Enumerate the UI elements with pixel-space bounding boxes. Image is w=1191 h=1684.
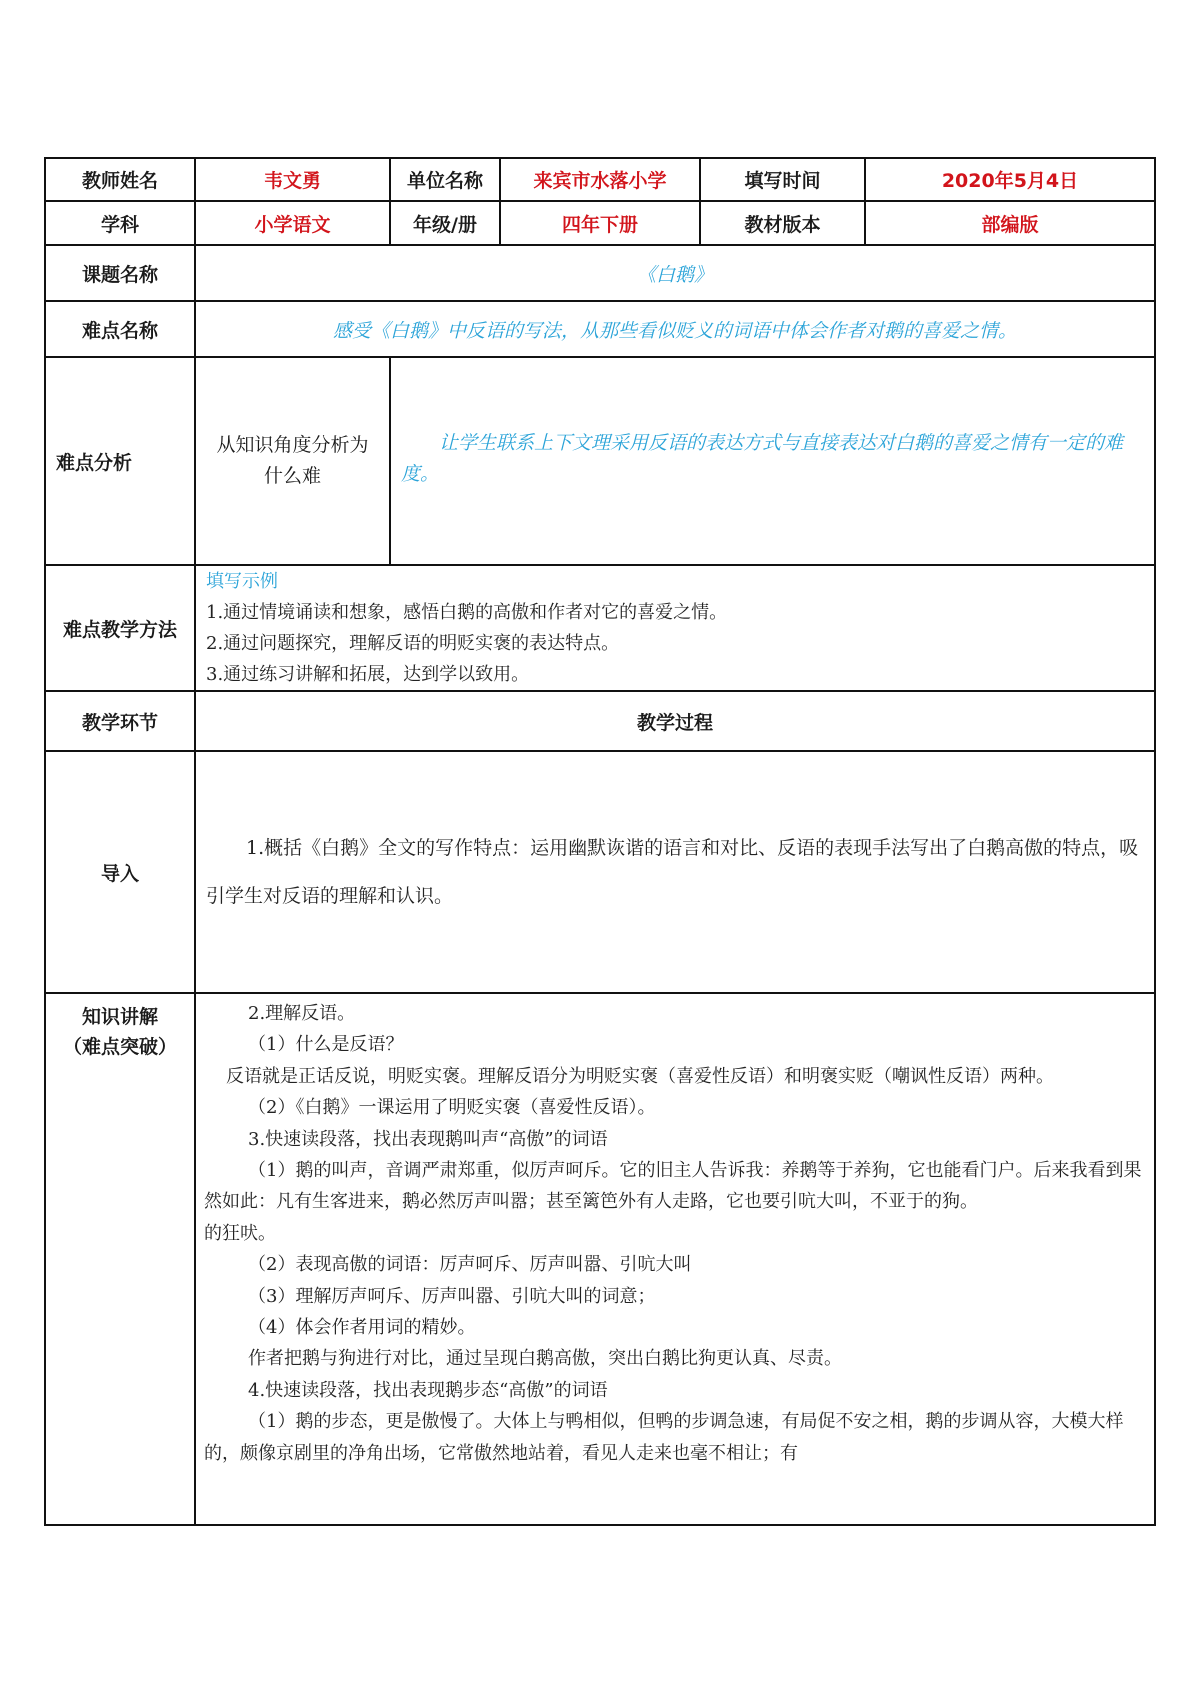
method-label: 难点教学方法 bbox=[45, 565, 195, 691]
method-content bbox=[195, 565, 1155, 691]
teacher-value: 韦文勇 bbox=[195, 158, 390, 201]
knowledge-line: （2）《白鹅》一课运用了明贬实褒（喜爱性反语）。 bbox=[248, 1097, 656, 1119]
knowledge-line: 作者把鹅与狗进行对比，通过呈现白鹅高傲，突出白鹅比狗更认真、尽责。 bbox=[248, 1348, 842, 1370]
knowledge-line: （1）什么是反语？ bbox=[248, 1034, 404, 1056]
knowledge-line: 3.快速读段落，找出表现鹅叫声“高傲”的词语 bbox=[248, 1128, 608, 1150]
difficulty-row bbox=[45, 301, 1155, 357]
knowledge-line: 4.快速读段落，找出表现鹅步态“高傲”的词语 bbox=[248, 1379, 608, 1401]
knowledge-line: （1）鹅的步态，更是傲慢了。大体上与鸭相似，但鸭的步调急速，有局促不安之相，鹅的步调从容，大模大样的，颇像京剧里的净角出场，它常傲然地站着，看见人走来也毫不相让；有 bbox=[204, 1411, 1124, 1464]
subject-value: 小学语文 bbox=[195, 201, 390, 245]
method-line: 1.通过情境诵读和想象，感悟白鹅的高傲和作者对它的喜爱之情。 bbox=[206, 602, 728, 623]
info-row-1 bbox=[45, 158, 1155, 201]
intro-label: 导入 bbox=[45, 751, 195, 993]
knowledge-line: 反语就是正话反说，明贬实褒。理解反语分为明贬实褒（喜爱性反语）和明褒实贬（嘲讽性反语）两种。 bbox=[226, 1065, 1054, 1087]
unit-value: 来宾市水落小学 bbox=[500, 158, 700, 201]
analysis-sub-label: 从知识角度分析为什么难 bbox=[195, 357, 390, 565]
knowledge-row bbox=[45, 993, 1155, 1525]
analysis-label: 难点分析 bbox=[45, 357, 195, 565]
difficulty-value: 感受《白鹅》中反语的写法，从那些看似贬义的词语中体会作者对鹅的喜爱之情。 bbox=[195, 301, 1155, 357]
knowledge-line: 2.理解反语。 bbox=[248, 1003, 356, 1024]
method-example: 填写示例 bbox=[206, 571, 278, 592]
teacher-label: 教师姓名 bbox=[45, 158, 195, 201]
knowledge-label: 知识讲解 bbox=[81, 1006, 158, 1028]
topic-value: 《白鹅》 bbox=[195, 245, 1155, 301]
edition-value: 部编版 bbox=[865, 201, 1155, 245]
knowledge-line: 的狂吠。 bbox=[204, 1222, 276, 1244]
analysis-value: 让学生联系上下文理采用反语的表达方式与直接表达对白鹅的喜爱之情有一定的难度。 bbox=[390, 357, 1155, 565]
grade-label: 年级/册 bbox=[390, 201, 500, 245]
knowledge-line: （4）体会作者用词的精妙。 bbox=[248, 1317, 476, 1339]
date-label: 填写时间 bbox=[700, 158, 865, 201]
date-value: 2020年5月4日 bbox=[865, 158, 1155, 201]
lesson-plan-sheet bbox=[44, 157, 1154, 1526]
topic-row bbox=[45, 245, 1155, 301]
difficulty-label: 难点名称 bbox=[45, 301, 195, 357]
intro-text: 1.概括《白鹅》全文的写作特点：运用幽默诙谐的语言和对比、反语的表现手法写出了白鹅高傲的特点，吸引学生对反语的理解和认识。 bbox=[195, 751, 1155, 993]
analysis-row bbox=[45, 357, 1155, 565]
knowledge-line: （3）理解厉声呵斥、厉声叫嚣、引吭大叫的词意； bbox=[248, 1285, 656, 1307]
info-row-2 bbox=[45, 201, 1155, 245]
method-line: 3.通过练习讲解和拓展，达到学以致用。 bbox=[206, 664, 530, 685]
knowledge-sub-label: （难点突破） bbox=[62, 1036, 177, 1058]
intro-row bbox=[45, 751, 1155, 993]
unit-label: 单位名称 bbox=[390, 158, 500, 201]
knowledge-content bbox=[195, 993, 1155, 1525]
process-label: 教学环节 bbox=[45, 691, 195, 751]
method-row bbox=[45, 565, 1155, 691]
knowledge-label-cell bbox=[45, 993, 195, 1525]
process-header-row bbox=[45, 691, 1155, 751]
method-line: 2.通过问题探究，理解反语的明贬实褒的表达特点。 bbox=[206, 633, 620, 654]
topic-label: 课题名称 bbox=[45, 245, 195, 301]
knowledge-line: （1）鹅的叫声，音调严肃郑重，似厉声呵斥。它的旧主人告诉我：养鹅等于养狗，它也能看门户。后来我看到果然如此：凡有生客进来，鹅必然厉声叫嚣；甚至篱笆外有人走路，它也要引吭大叫，不亚于的狗。 bbox=[204, 1160, 1142, 1213]
grade-value: 四年下册 bbox=[500, 201, 700, 245]
subject-label: 学科 bbox=[45, 201, 195, 245]
process-title: 教学过程 bbox=[195, 691, 1155, 751]
edition-label: 教材版本 bbox=[700, 201, 865, 245]
lesson-plan-table bbox=[44, 157, 1156, 1526]
knowledge-line: （2）表现高傲的词语：厉声呵斥、厉声叫嚣、引吭大叫 bbox=[248, 1254, 692, 1276]
